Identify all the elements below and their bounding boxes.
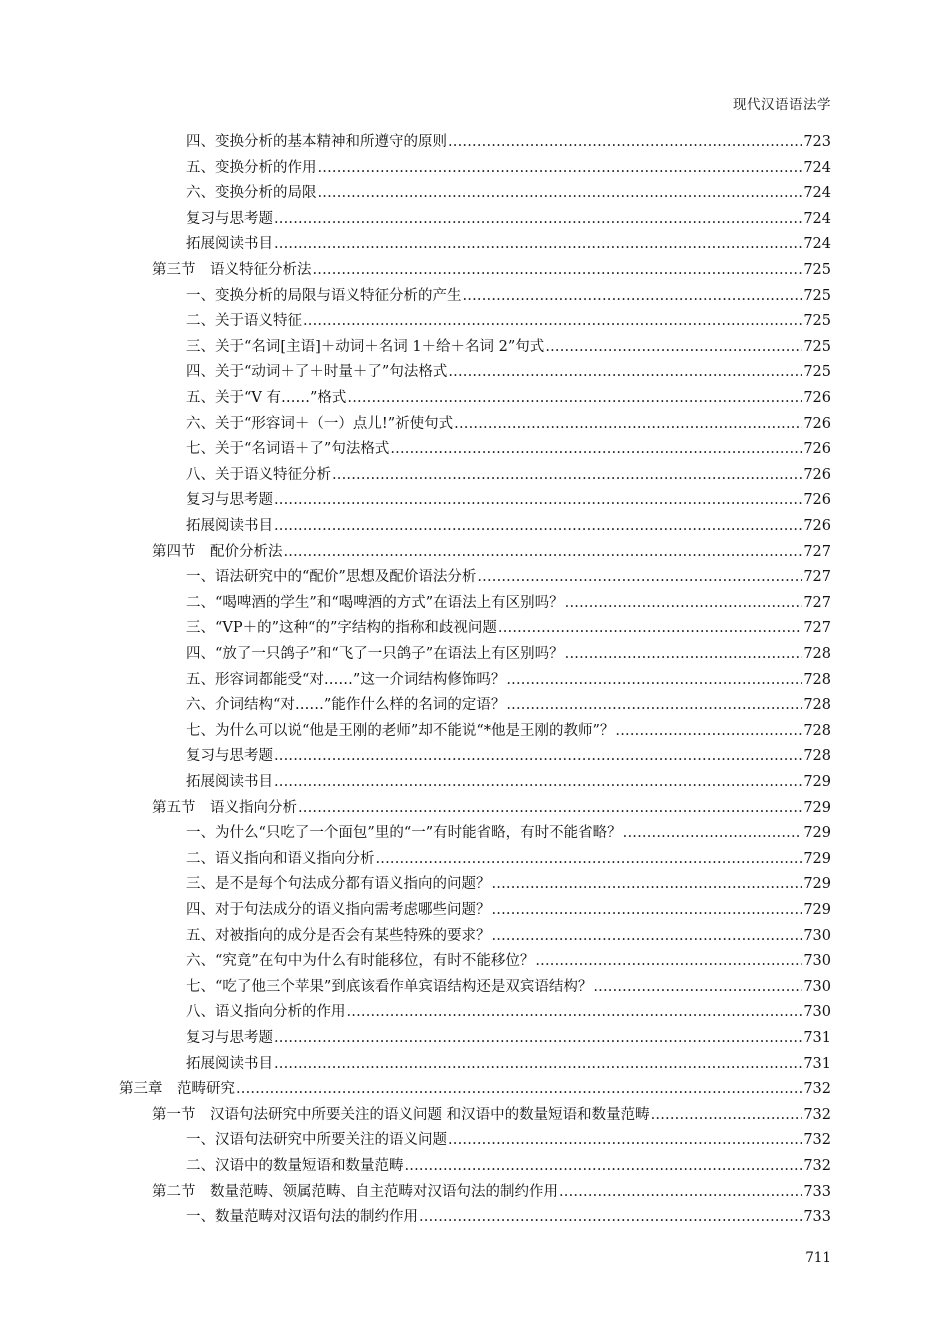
toc-entry-label: 二、汉语中的数量短语和数量范畴 — [186, 1158, 404, 1174]
toc-entry-label: 四、“放了一只鸽子”和“飞了一只鸽子”在语法上有区别吗？ — [186, 646, 564, 662]
dot-leader — [236, 1077, 802, 1103]
toc-entry-page: 723 — [803, 134, 831, 150]
toc-entry — [186, 872, 831, 898]
dot-leader — [506, 693, 802, 719]
toc-entry — [186, 488, 831, 514]
toc-entry-label: 七、“吃了他三个苹果”到底该看作单宾语结构还是双宾语结构？ — [186, 978, 593, 995]
toc-entry-page: 731 — [803, 1055, 831, 1072]
dot-leader — [318, 156, 803, 182]
toc-entry — [186, 949, 831, 975]
toc-entry-page: 729 — [803, 902, 831, 918]
toc-entry-label: 一、语法研究中的“配价”思想及配价语法分析 — [186, 569, 477, 586]
toc-entry — [186, 744, 831, 770]
toc-entry-label: 二、关于语义特征 — [186, 313, 302, 330]
toc-entry-label: 六、介词结构“对……”能作什么样的名词的定语？ — [186, 697, 506, 714]
toc-entry-label: 一、数量范畴对汉语句法的制约作用 — [186, 1209, 418, 1226]
dot-leader — [318, 181, 803, 207]
dot-leader — [347, 386, 802, 412]
toc-entry-label: 六、变换分析的局限 — [186, 185, 317, 202]
toc-entry-label: 六、“究竟”在句中为什么有时能移位，有时不能移位？ — [186, 953, 535, 970]
toc-entry-label: 五、形容词都能受“对……”这一介词结构修饰吗？ — [186, 671, 506, 688]
toc-entry — [186, 591, 831, 617]
toc-entry — [186, 924, 831, 950]
toc-entry-page: 728 — [803, 646, 831, 662]
toc-entry-label: 拓展阅读书目 — [186, 236, 273, 253]
toc-entry — [152, 1180, 831, 1206]
toc-entry-label: 七、关于“名词语＋了”句法格式 — [186, 441, 390, 458]
toc-entry-label: 拓展阅读书目 — [186, 774, 273, 790]
dot-leader — [492, 924, 803, 950]
toc-entry-label: 五、关于“V 有……”格式 — [186, 390, 347, 406]
toc-entry — [186, 360, 831, 386]
toc-entry-label: 三、“VP＋的”这种“的”字结构的指称和歧视问题 — [186, 620, 497, 637]
toc-entry — [186, 1154, 831, 1180]
toc-entry-label: 复习与思考题 — [186, 492, 273, 509]
toc-entry — [186, 437, 831, 463]
toc-entry — [186, 412, 831, 438]
toc-entry-page: 733 — [803, 1209, 831, 1226]
dot-leader — [448, 1128, 802, 1154]
toc-entry — [186, 975, 831, 1001]
toc-entry — [186, 309, 831, 335]
toc-entry-page: 726 — [803, 441, 831, 458]
toc-entry-page: 730 — [803, 953, 831, 970]
toc-entry-page: 732 — [803, 1106, 831, 1123]
toc-entry — [186, 181, 831, 207]
dot-leader — [274, 514, 802, 540]
dot-leader — [332, 463, 802, 489]
dot-leader — [298, 796, 802, 822]
toc-entry-label: 四、对于句法成分的语义指向需考虑哪些问题？ — [186, 902, 491, 918]
toc-entry-label: 二、“喝啤酒的学生”和“喝啤酒的方式”在语法上有区别吗？ — [186, 594, 564, 611]
toc-entry-page: 727 — [803, 620, 831, 637]
dot-leader — [313, 258, 803, 284]
toc-entry-page: 728 — [803, 748, 831, 765]
toc-entry-label: 复习与思考题 — [186, 1030, 273, 1046]
toc-entry — [186, 1052, 831, 1078]
toc-entry-page: 728 — [803, 722, 831, 739]
toc-entry — [186, 770, 831, 796]
toc-entry — [186, 1205, 831, 1231]
dot-leader — [651, 1103, 803, 1129]
toc-entry-label: 第三章 范畴研究 — [119, 1081, 235, 1098]
toc-entry-label: 四、关于“动词＋了＋时量＋了”句法格式 — [186, 364, 448, 381]
toc-entry-page: 724 — [803, 159, 831, 176]
toc-entry-page: 731 — [803, 1030, 831, 1046]
toc-entry-page: 728 — [803, 671, 831, 688]
dot-leader — [274, 770, 802, 796]
toc-entry-label: 第一节 汉语句法研究中所要关注的语义问题 和汉语中的数量短语和数量范畴 — [152, 1106, 650, 1123]
toc-entry-page: 724 — [803, 185, 831, 202]
toc-entry — [186, 232, 831, 258]
dot-leader — [448, 360, 802, 386]
toc-entry — [186, 463, 831, 489]
toc-entry-label: 七、为什么可以说“他是王刚的老师”却不能说“*他是王刚的教师”？ — [186, 722, 615, 739]
toc-entry — [186, 719, 831, 745]
toc-entry-label: 拓展阅读书目 — [186, 518, 273, 534]
toc-entry-page: 725 — [803, 364, 831, 381]
toc-entry-page: 732 — [803, 1081, 831, 1098]
dot-leader — [454, 412, 802, 438]
dot-leader — [463, 284, 803, 310]
toc-entry-page: 729 — [803, 774, 831, 790]
dot-leader — [565, 591, 803, 617]
dot-leader — [506, 668, 802, 694]
toc-entry-page: 729 — [803, 850, 831, 867]
toc-entry — [186, 207, 831, 233]
toc-entry — [152, 258, 831, 284]
toc-entry-page: 730 — [803, 927, 831, 944]
toc-entry-page: 726 — [803, 415, 831, 432]
toc-entry — [152, 540, 831, 566]
toc-entry — [186, 565, 831, 591]
dot-leader — [545, 335, 802, 361]
toc-entry-page: 733 — [803, 1183, 831, 1200]
toc-entry-page: 724 — [803, 210, 831, 227]
toc-entry-label: 一、为什么“只吃了一个面包”里的“一”有时能省略，有时不能省略？ — [186, 825, 622, 842]
toc-entry-page: 729 — [803, 825, 831, 842]
toc-entry — [186, 1128, 831, 1154]
toc-entry — [186, 668, 831, 694]
dot-leader — [405, 1154, 803, 1180]
dot-leader — [303, 309, 802, 335]
dot-leader — [284, 540, 803, 566]
dot-leader — [274, 1052, 802, 1078]
toc-entry-label: 复习与思考题 — [186, 748, 273, 765]
toc-entry — [186, 335, 831, 361]
dot-leader — [535, 949, 802, 975]
toc-entry — [186, 693, 831, 719]
toc-entry-label: 五、对被指向的成分是否会有某些特殊的要求？ — [186, 927, 491, 944]
toc-entry-label: 八、语义指向分析的作用 — [186, 1004, 346, 1021]
dot-leader — [498, 616, 802, 642]
toc-entry — [119, 1077, 831, 1103]
toc-entry-label: 四、变换分析的基本精神和所遵守的原则 — [186, 134, 447, 150]
toc-entry-label: 复习与思考题 — [186, 210, 273, 227]
toc-entry-page: 729 — [803, 799, 831, 816]
page-number: 711 — [805, 1250, 831, 1266]
dot-leader — [376, 847, 803, 873]
toc-entry-label: 八、关于语义特征分析 — [186, 466, 331, 483]
toc-entry-label: 第五节 语义指向分析 — [152, 799, 297, 816]
dot-leader — [559, 1180, 802, 1206]
toc-entry — [186, 898, 831, 924]
toc-entry-label: 三、关于“名词[主语]＋动词＋名词 1＋给＋名词 2”句式 — [186, 338, 545, 355]
toc-entry-page: 725 — [803, 262, 831, 278]
toc-entry — [186, 386, 831, 412]
toc-entry-label: 一、汉语句法研究中所要关注的语义问题 — [186, 1132, 447, 1149]
toc-entry-page: 724 — [803, 236, 831, 253]
toc-entry-label: 二、语义指向和语义指向分析 — [186, 850, 375, 867]
toc-entry-page: 728 — [803, 697, 831, 714]
toc-entry-page: 732 — [803, 1158, 831, 1174]
dot-leader — [477, 565, 802, 591]
dot-leader — [274, 488, 802, 514]
dot-leader — [492, 898, 803, 924]
toc-entry-page: 730 — [803, 1004, 831, 1021]
toc-entry-page: 727 — [803, 543, 831, 560]
toc-entry-page: 726 — [803, 390, 831, 406]
running-header: 现代汉语语法学 — [733, 97, 831, 113]
toc-entry — [186, 642, 831, 668]
dot-leader — [623, 821, 803, 847]
toc-entry — [152, 1103, 831, 1129]
toc-entry — [186, 821, 831, 847]
toc-entry — [186, 847, 831, 873]
dot-leader — [347, 1000, 803, 1026]
toc-entry-page: 732 — [803, 1132, 831, 1149]
toc-entry-page: 726 — [803, 466, 831, 483]
dot-leader — [419, 1205, 802, 1231]
toc-entry — [186, 1026, 831, 1052]
toc-entry-page: 726 — [803, 518, 831, 534]
toc-entry-label: 第二节 数量范畴、领属范畴、自主范畴对汉语句法的制约作用 — [152, 1183, 558, 1200]
dot-leader — [448, 130, 802, 156]
toc-entry — [186, 514, 831, 540]
toc-entry — [152, 796, 831, 822]
toc-entry-label: 一、变换分析的局限与语义特征分析的产生 — [186, 287, 462, 304]
dot-leader — [492, 872, 803, 898]
toc-entry-page: 729 — [803, 876, 831, 893]
dot-leader — [274, 232, 802, 258]
toc-entry-label: 拓展阅读书目 — [186, 1055, 273, 1072]
toc-entry — [186, 130, 831, 156]
toc-entry-page: 727 — [803, 569, 831, 586]
toc-entry-page: 725 — [803, 338, 831, 355]
toc-entry-label: 第四节 配价分析法 — [152, 543, 283, 560]
toc-entry-label: 第三节 语义特征分析法 — [152, 262, 312, 278]
toc-entry — [186, 284, 831, 310]
dot-leader — [615, 719, 802, 745]
toc-entry-page: 730 — [803, 978, 831, 995]
dot-leader — [565, 642, 803, 668]
toc-entry — [186, 156, 831, 182]
toc-entry-label: 六、关于“形容词＋（一）点儿!”祈使句式 — [186, 415, 454, 432]
dot-leader — [274, 1026, 802, 1052]
toc-entry — [186, 616, 831, 642]
toc-entry-page: 726 — [803, 492, 831, 509]
toc-entry-label: 五、变换分析的作用 — [186, 159, 317, 176]
toc-entry-page: 725 — [803, 287, 831, 304]
toc-entry-label: 三、是不是每个句法成分都有语义指向的问题？ — [186, 876, 491, 893]
toc-entry-page: 725 — [803, 313, 831, 330]
dot-leader — [274, 207, 802, 233]
dot-leader — [390, 437, 802, 463]
dot-leader — [274, 744, 802, 770]
dot-leader — [593, 975, 802, 1001]
toc-entry-page: 727 — [803, 594, 831, 611]
toc-entry — [186, 1000, 831, 1026]
